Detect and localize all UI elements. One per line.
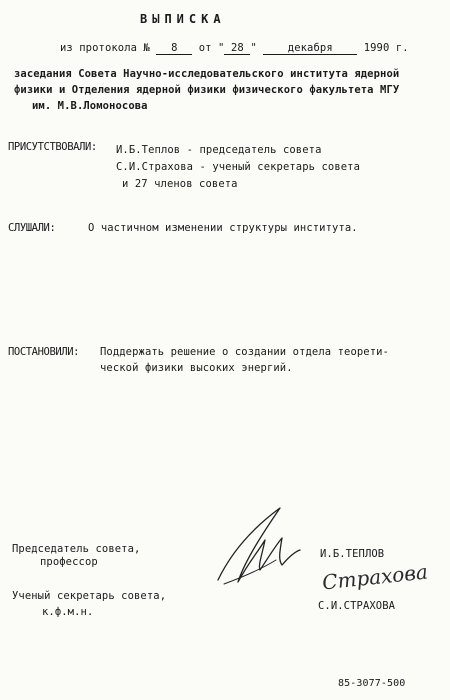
heard-label: СЛУШАЛИ: [8, 222, 56, 234]
present-label: ПРИСУТСТВОВАЛИ: [8, 141, 97, 153]
document-title: ВЫПИСКА [140, 12, 226, 26]
secretary-name: С.И.СТРАХОВА [318, 600, 396, 612]
intro-line-3: им. М.В.Ломоносова [32, 100, 148, 112]
present-line-3: и 27 членов совета [122, 178, 238, 190]
secretary-title: Ученый секретарь совета, [12, 590, 167, 602]
quote-close: " [250, 42, 257, 54]
month-value: декабря [263, 42, 357, 55]
from-label: от [198, 42, 212, 54]
document-code: 85-3077-500 [338, 678, 406, 689]
chair-title-1: Председатель совета, [12, 543, 141, 555]
secretary-signature: Страхова [321, 559, 429, 595]
chair-title-2: профессор [40, 556, 98, 568]
protocol-number: 8 [156, 42, 192, 55]
resolved-line-2: ческой физики высоких энергий. [100, 362, 293, 374]
chair-name: И.Б.ТЕПЛОВ [320, 548, 385, 560]
quote-open: " [218, 42, 225, 54]
intro-line-2: физики и Отделения ядерной физики физического факультета МГУ [14, 84, 400, 96]
protocol-prefix: из протокола № [60, 42, 150, 54]
year-value: 1990 [363, 42, 390, 54]
protocol-line [60, 42, 409, 55]
heard-text: О частичном изменении структуры института. [88, 222, 358, 234]
present-line-2: С.И.Страхова - ученый секретарь совета [116, 161, 361, 173]
day-value: 28 [224, 42, 250, 55]
chair-signature-icon [210, 500, 310, 590]
resolved-label: ПОСТАНОВИЛИ: [8, 346, 80, 358]
resolved-line-1: Поддержать решение о создании отдела теорети- [100, 346, 389, 358]
secretary-degree: к.ф.м.н. [42, 606, 94, 618]
present-line-1: И.Б.Теплов - председатель совета [116, 144, 322, 156]
year-suffix: г. [395, 42, 409, 54]
intro-line-1: заседания Совета Научно-исследовательского института ядерной [14, 68, 400, 80]
